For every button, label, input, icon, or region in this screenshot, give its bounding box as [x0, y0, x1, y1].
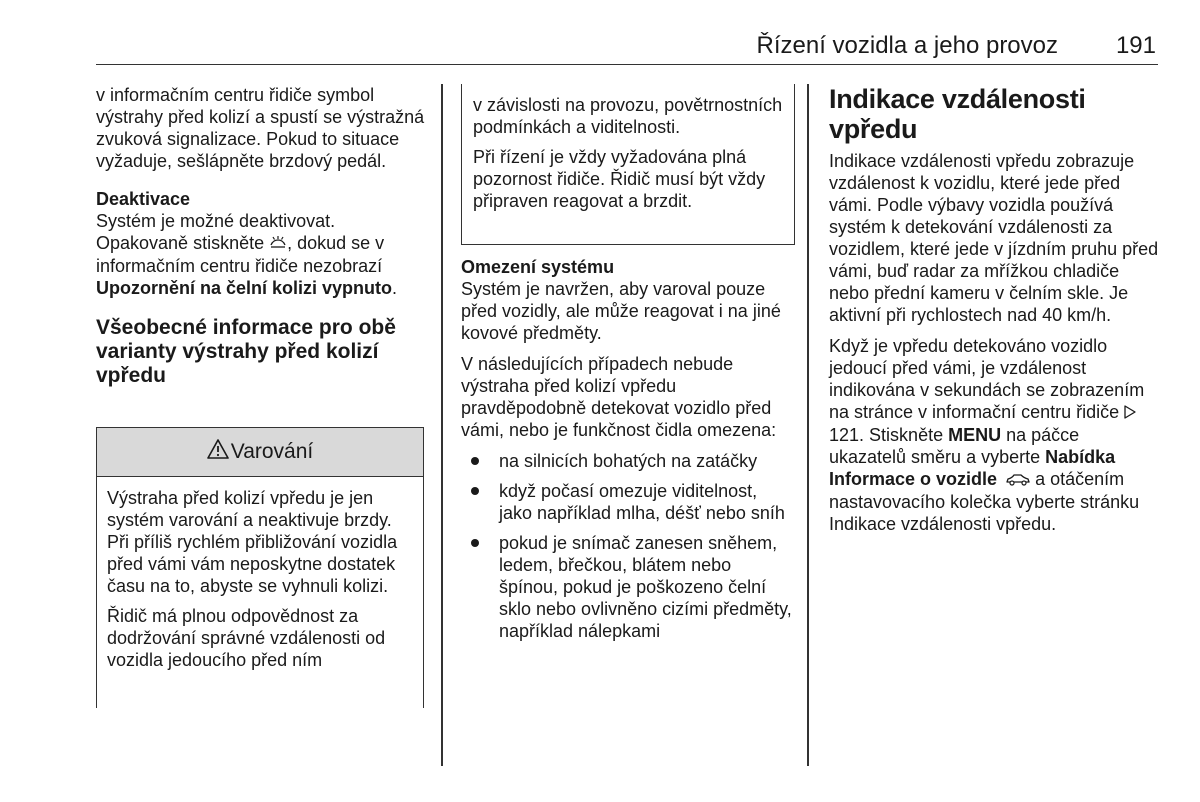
- bullet-icon: [471, 457, 479, 465]
- column-divider-left: [441, 84, 443, 766]
- limits-list: [461, 450, 795, 642]
- intro-paragraph: v informačním centru řidiče symbol výstrahy před kolizí a spustí se výstražná zvuková signalizace. Pokud to situace vyžaduje, sešlápněte brzdový pedál.: [96, 85, 425, 171]
- general-info-heading: Všeobecné informace pro obě varianty výstrahy před kolizí vpředu: [96, 316, 396, 388]
- warning-triangle-icon: [207, 439, 229, 465]
- deactivation-message: Upozornění na čelní kolizi vypnuto: [96, 278, 393, 299]
- page-header: [96, 30, 1158, 65]
- warning-label: Varování: [230, 440, 314, 463]
- column-1: [96, 84, 426, 388]
- continuation-paragraph-1: v závislosti na provozu, povětrnostních podmínkách a viditelnosti.: [473, 95, 783, 137]
- warning-body: [97, 477, 423, 671]
- paragraph-2-text-d: a otáčením nastavovacího kolečka vyberte stránku Indikace vzdálenosti vpředu.: [829, 469, 1140, 534]
- list-item-text: na silnicích bohatých na zatáčky: [499, 451, 758, 471]
- warning-continuation-body: [462, 84, 794, 212]
- deactivation-text-2: , dokud se v informačním centru řidiče nezobrazí: [96, 233, 385, 277]
- column-2: [461, 256, 795, 650]
- list-item-text: pokud je snímač zanesen sněhem, ledem, břečkou, blátem nebo špínou, pokud je poškozeno čelní sklo nebo ovlivněno cizími předměty, například nálepkami: [499, 533, 792, 641]
- page-reference-arrow-icon: [1124, 402, 1136, 424]
- deactivation-end: .: [392, 278, 398, 299]
- vehicle-info-menu-label: Nabídka Informace o vozidle: [829, 447, 1116, 489]
- bullet-icon: [471, 487, 479, 495]
- warning-box-continuation: [461, 84, 795, 245]
- limits-paragraph-2: V následujících případech nebude výstraha před kolizí vpředu pravděpodobně detekovat vozidlo před vámi, nebo je funkčnost čidla omezena:: [461, 354, 777, 440]
- distance-paragraph-1: Indikace vzdálenosti vpředu zobrazuje vzdálenost k vozidlu, které jede před vámi. Podle výbavy vozidla používá systém k detekování vzdálenosti za vozidlem, které jede v jízdním pruhu před vámi, buď radar za mřížkou chladiče nebo přední kameru v čelním skle. Je aktivní při rychlostech nad 40 km/h.: [829, 151, 1159, 325]
- warning-paragraph-1: Výstraha před kolizí vpředu je jen systém varování a neaktivuje brzdy. Při příliš rychlém přibližování vozidla před vámi vám neposkytne dostatek času na to, abyste se vyhnuli kolizi.: [107, 488, 398, 596]
- list-item: [461, 532, 795, 642]
- page-reference[interactable]: 121: [829, 425, 860, 445]
- deactivation-text-1: Systém je možné deaktivovat. Opakovaně stiskněte: [96, 211, 336, 253]
- bullet-icon: [471, 539, 479, 547]
- system-limits-heading: Omezení systému: [461, 257, 615, 277]
- column-3: [829, 84, 1159, 544]
- list-item: [461, 450, 795, 472]
- column-divider-right: [807, 84, 809, 766]
- paragraph-2-text-b: . Stiskněte: [859, 425, 944, 445]
- deactivation-heading: Deaktivace: [96, 189, 191, 209]
- paragraph-2-text-a: Když je vpředu detekováno vozidlo jedoucí před vámi, je vzdálenost indikována v sekundách se zobrazením na stránce v informační centru řidiče: [829, 336, 1145, 422]
- collision-alert-button-icon: [269, 233, 287, 255]
- warning-paragraph-2: Řidič má plnou odpovědnost za dodržování správné vzdálenosti od vozidla jedoucího před ním: [107, 606, 386, 670]
- list-item-text: když počasí omezuje viditelnost, jako například mlha, déšť nebo sníh: [499, 481, 785, 523]
- page-number: 191: [1115, 32, 1156, 59]
- warning-box: [96, 427, 424, 708]
- section-heading: Indikace vzdálenosti vpředu: [829, 84, 1086, 144]
- list-item: [461, 480, 795, 524]
- vehicle-icon: [1006, 469, 1030, 491]
- chapter-title: Řízení vozidla a jeho provoz: [756, 32, 1058, 59]
- deactivation-paragraph: [96, 210, 426, 299]
- warning-header: [97, 428, 423, 477]
- limits-paragraph-1: Systém je navržen, aby varoval pouze před vozidly, ale může reagovat i na jiné kovové předměty.: [461, 279, 781, 343]
- paragraph-2-text-c: na páčce ukazatelů směru a vyberte: [829, 425, 1080, 467]
- continuation-paragraph-2: Při řízení je vždy vyžadována plná pozornost řidiče. Řidič musí být vždy připraven reagovat a brzdit.: [473, 147, 766, 211]
- distance-paragraph-2: [829, 335, 1159, 535]
- menu-button-label: MENU: [948, 425, 1002, 445]
